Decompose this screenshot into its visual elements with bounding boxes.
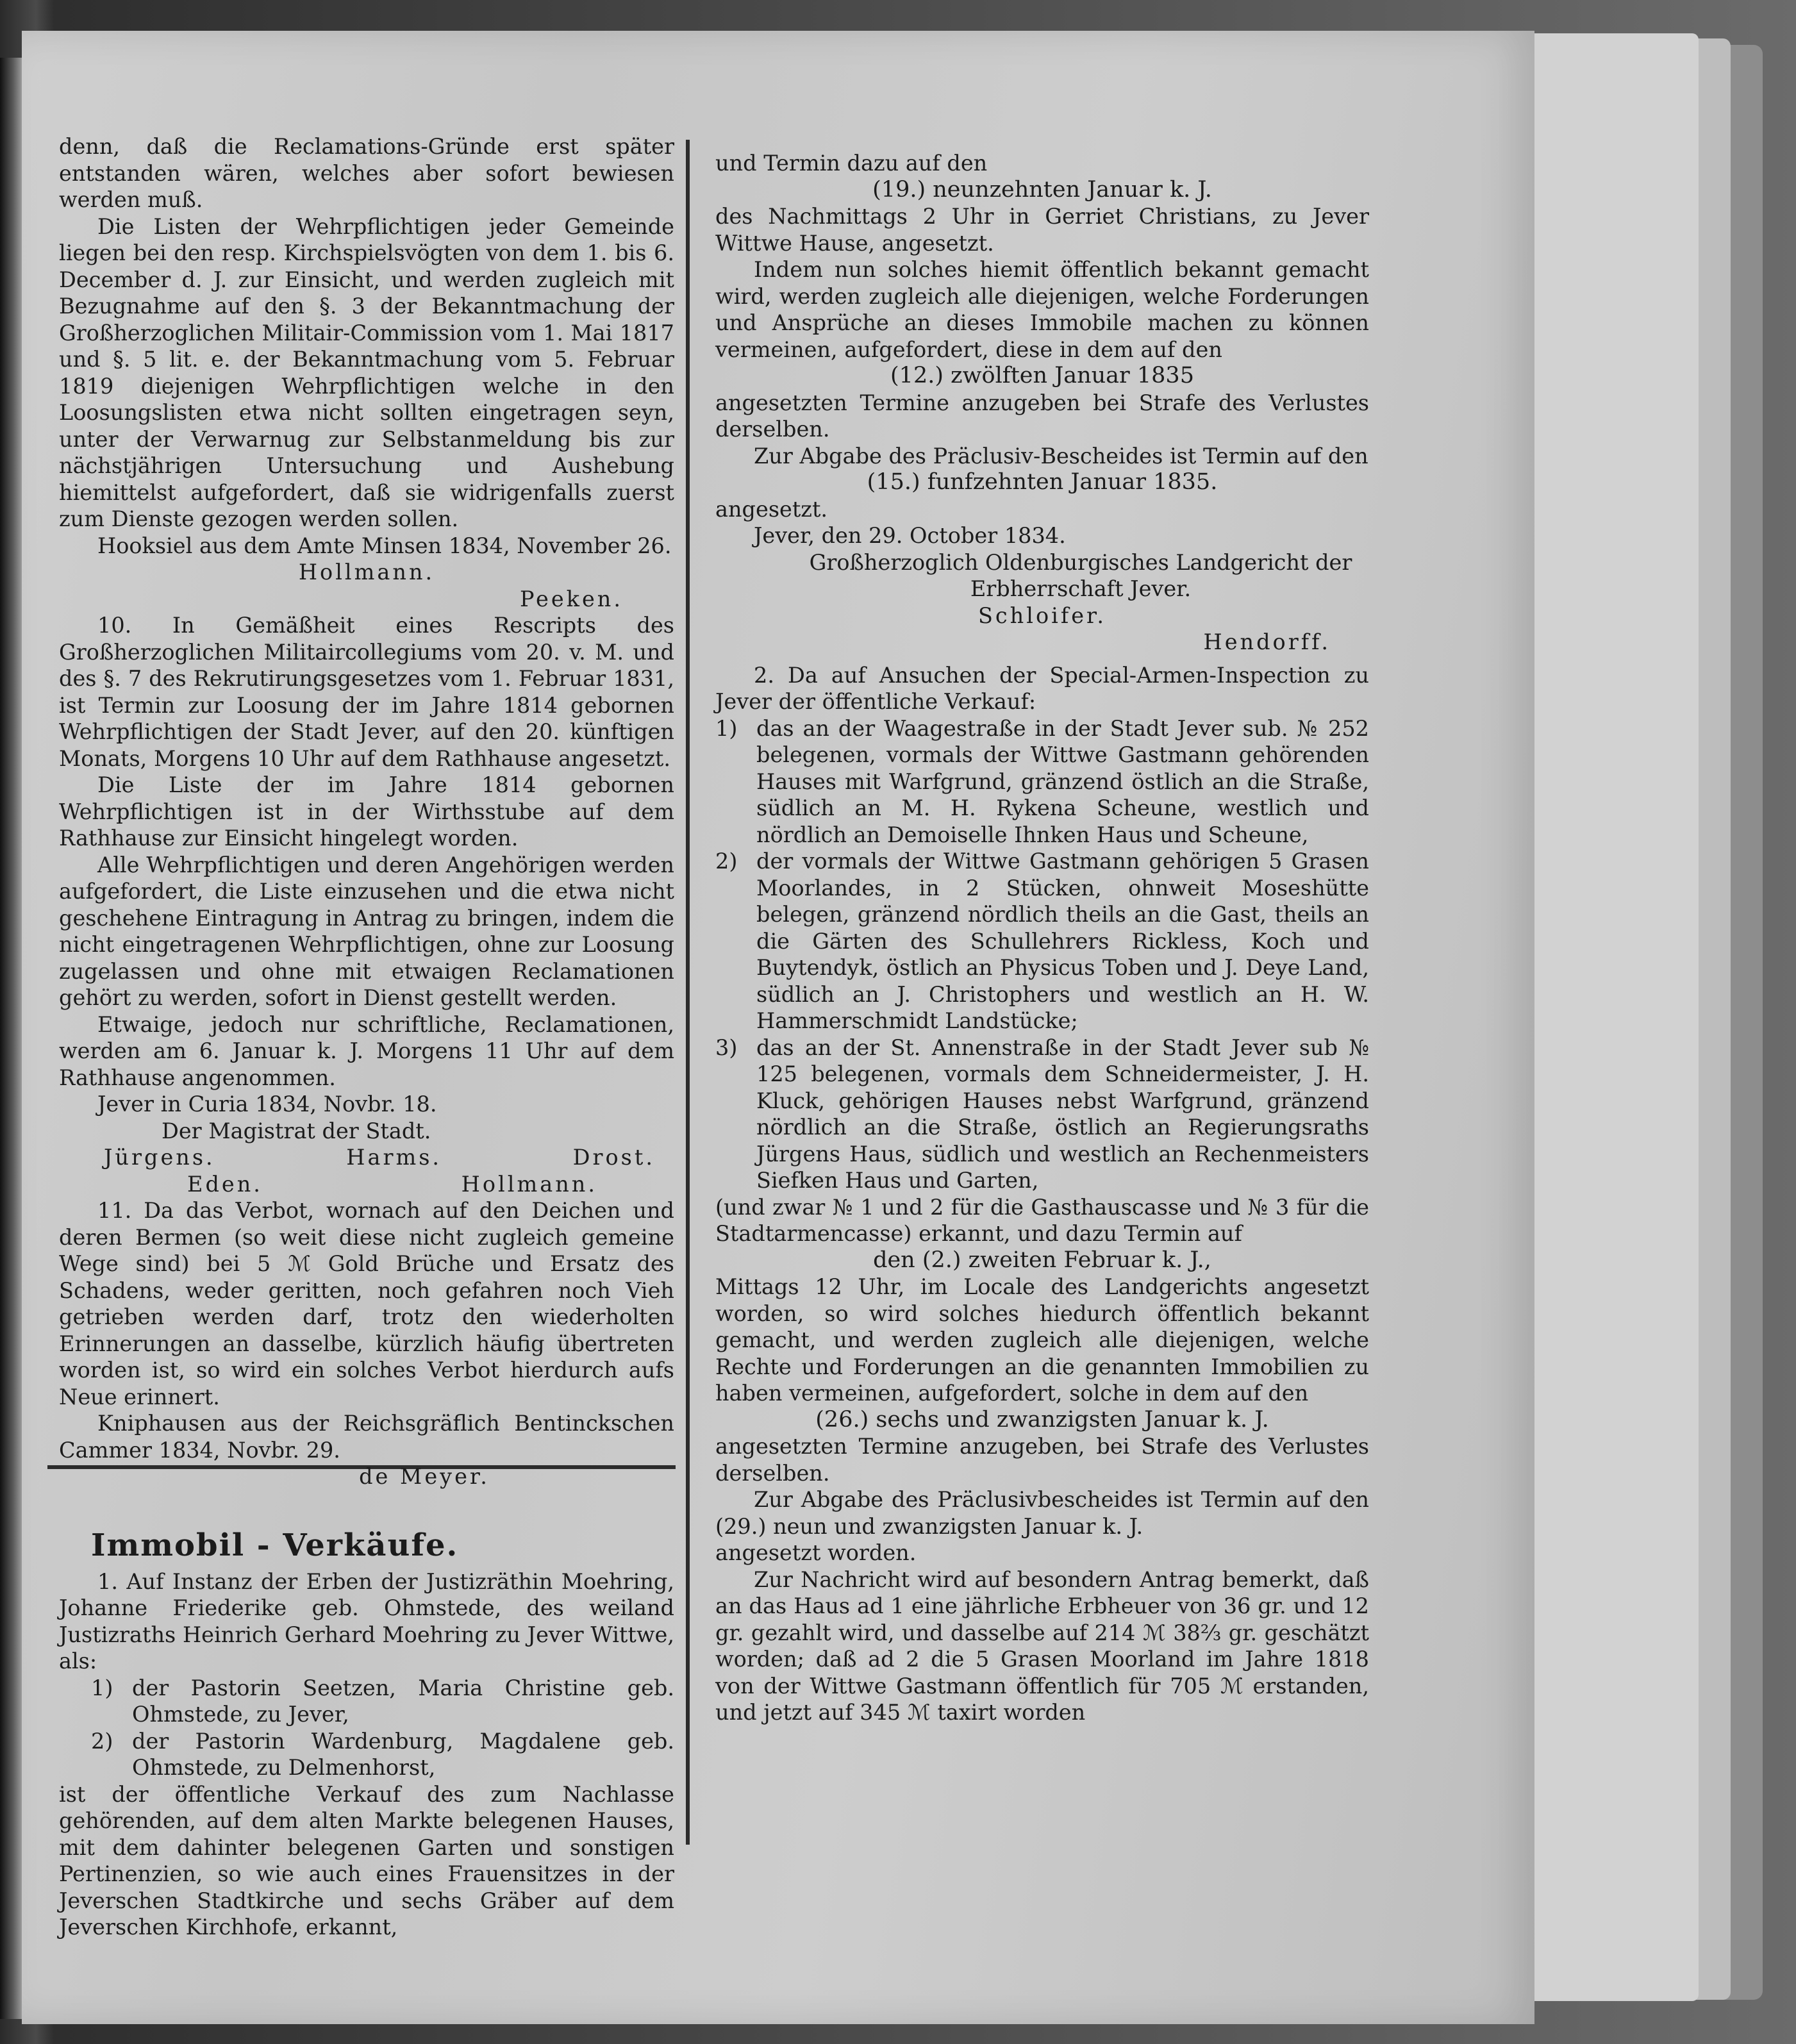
paragraph: Die Listen der Wehrpflichtigen jeder Gemeinde liegen bei den resp. Kirchspielsvögten von dem 1. bis 6. December d. J. zur Einsicht, und werden zugleich mit Bezugnahme auf den §. 3 der Bekanntmachung der Großherzoglichen Militair-Commission vom 1. Mai 1817 und §. 5 lit. e. der Bekanntmachung vom 5. Februar 1819 diejenigen Wehrpflichtigen welche in den Loosungslisten etwa nicht sollten eingetragen seyn, unter der Verwarnug zur Selbstanmeldung bis zur nächstjährigen Untersuchung und Aushebung hiemittelst aufgefordert, daß sie widrigenfalls zuerst zum Dienste gezogen werden sollen. xyxy=(59,213,674,531)
signature: Schloifer. xyxy=(977,602,1107,628)
signature: Hendorff. xyxy=(1203,629,1331,654)
signature: Jürgens. xyxy=(104,1145,215,1170)
paragraph: des Nachmittags 2 Uhr in Gerriet Christians, zu Jever Wittwe Hause, angesetzt. xyxy=(715,204,1369,256)
dateline: Hooksiel aus dem Amte Minsen 1834, November 26. xyxy=(97,533,672,558)
list-text: das an der Waagestraße in der Stadt Jever sub. № 252 belegenen, vormals der Wittwe Gastmann gehörenden Hauses mit Warfgrund, gränzend östlich an die Straße, südlich an M. H. Rykena Scheune, westlich und nördlich an Demoiselle Ihnken Haus und Scheune, xyxy=(756,715,1369,847)
list-text: der Pastorin Wardenburg, Magdalene geb. Ohmstede, zu Delmenhorst, xyxy=(132,1728,674,1780)
sale-notice-1: 1. Auf Instanz der Erben der Justizräthin Moehring, Johanne Friederike geb. Ohmstede, des weiland Justizraths Heinrich Gerhard Moehring zu Jever Wittwe, als: xyxy=(59,1568,674,1674)
column-divider xyxy=(686,140,690,1845)
signature: de Meyer. xyxy=(359,1464,490,1489)
dateline: Kniphausen aus der Reichsgräflich Bentinckschen Cammer 1834, Novbr. 29. xyxy=(59,1411,674,1463)
paragraph: angesetzten Termine anzugeben bei Strafe des Verlustes derselben. xyxy=(715,390,1369,442)
notice-10: 10. In Gemäßheit eines Rescripts des Großherzoglichen Militaircollegiums vom 20. v. M. und des §. 7 des Rekrutirungsgesetzes vom 1. Februar 1831, ist Termin zur Loosung der im Jahre 1814 gebornen Wehrpflichtigen der Stadt Jever, auf den 20. künftigen Monats, Morgens 10 Uhr auf dem Rathhause angesetzt. xyxy=(59,613,674,771)
paragraph: und Termin dazu auf den xyxy=(715,151,988,176)
date-line: (26.) sechs und zwanzigsten Januar k. J. xyxy=(815,1406,1269,1433)
paragraph: angesetzt worden. xyxy=(715,1540,917,1565)
notice-11: 11. Da das Verbot, wornach auf den Deichen und deren Bermen (so weit diese nicht zugleich gemeine Wege sind) bei 5 ℳ Gold Brüche und Ersatz des Schadens, weder geritten, noch gefahren noch Vieh getrieben werden darf, trotz den wiederholten Erinnerungen an dasselbe, kürzlich häufig übertreten worden ist, so wird ein solches Verbot hierdurch aufs Neue erinnert. xyxy=(59,1198,674,1409)
date-line: (19.) neunzehnten Januar k. J. xyxy=(872,176,1212,203)
signature: Hollmann. xyxy=(461,1171,597,1197)
date-line: (12.) zwölften Januar 1835 xyxy=(890,363,1194,388)
paragraph: Zur Abgabe des Präclusivbescheides ist Termin auf den (29.) neun und zwanzigsten Januar k. J. xyxy=(715,1487,1369,1539)
paragraph: denn, daß die Reclamations-Gründe erst später entstanden wären, welches aber sofort bewiesen werden muß. xyxy=(59,134,674,212)
date-line: (15.) funfzehnten Januar 1835. xyxy=(867,469,1218,495)
authority: Der Magistrat der Stadt. xyxy=(162,1118,431,1143)
list-item xyxy=(715,848,1369,1034)
signature-row xyxy=(59,1171,674,1198)
paragraph: Zur Nachricht wird auf besondern Antrag bemerkt, daß an das Haus ad 1 eine jährliche Erbheuer von 36 gr. und 12 gr. gezahlt wird, und dasselbe auf 214 ℳ 38⅔ gr. geschätzt worden; daß ad 2 die 5 Grasen Moorland im Jahre 1818 von der Wittwe Gastmann öffentlich für 705 ℳ erstanden, und jetzt auf 345 ℳ taxirt worden xyxy=(715,1566,1369,1725)
list-number: 1) xyxy=(91,1675,113,1700)
newspaper-page xyxy=(22,31,1534,2024)
signature: Drost. xyxy=(572,1145,655,1170)
paragraph: angesetzt. xyxy=(715,496,828,522)
spacer xyxy=(59,1490,674,1516)
left-column xyxy=(59,133,674,1941)
spacer xyxy=(715,656,1369,662)
authority: Großherzoglich Oldenburgisches Landgericht der Erbherrschaft Jever. xyxy=(809,549,1352,601)
paragraph: ist der öffentliche Verkauf des zum Nachlasse gehörenden, auf dem alten Markte belegenen Hauses, mit dem dahinter belegenen Garten und sonstigen Pertinenzien, so wie auch eines Frauensitzes in der Jeverschen Stadtkirche und sechs Gräber auf dem Jeverschen Kirchhofe, erkannt, xyxy=(59,1781,674,1940)
list-item xyxy=(715,1034,1369,1194)
right-column xyxy=(715,150,1369,1726)
paragraph: Mittags 12 Uhr, im Locale des Landgerichts angesetzt worden, so wird solches hiedurch öffentlich bekannt gemacht, und werden zugleich alle diejenigen, welche Rechte und Forderungen an die genannten Immobilien zu haben vermeinen, aufgefordert, solche in dem auf den xyxy=(715,1274,1369,1406)
section-heading: Immobil - Verkäufe. xyxy=(91,1527,459,1563)
signature: Peeken. xyxy=(519,586,623,611)
list-number: 3) xyxy=(715,1034,738,1060)
list-text: der Pastorin Seetzen, Maria Christine geb. Ohmstede, zu Jever, xyxy=(132,1675,674,1727)
list-number: 2) xyxy=(715,849,738,874)
paragraph: Die Liste der im Jahre 1814 gebornen Wehrpflichtigen ist in der Wirthsstube auf dem Rathhause zur Einsicht hingelegt worden. xyxy=(59,772,674,851)
list-text: das an der St. Annenstraße in der Stadt Jever sub № 125 belegenen, vormals dem Schneidermeister, J. H. Kluck, gehörigen Hauses nebst Warfgrund, gränzend nördlich an die Straße, östlich an Regierungsraths Jürgens Haus, südlich und westlich an Rechenmeisters Siefken Haus und Garten, xyxy=(756,1034,1369,1193)
paragraph: angesetzten Termine anzugeben, bei Strafe des Verlustes derselben. xyxy=(715,1434,1369,1486)
list-text: der vormals der Wittwe Gastmann gehörigen 5 Grasen Moorlandes, in 2 Stücken, ohnweit Moseshütte belegen, gränzend nördlich theils an die Gast, theils an die Gärten des Schullehrers Rickless, Koch und Buytendyk, östlich an Physicus Toben und J. Deye Land, südlich an J. Christophers und westlich an H. W. Hammerschmidt Landstücke; xyxy=(756,849,1369,1033)
paragraph: Alle Wehrpflichtigen und deren Angehörigen werden aufgefordert, die Liste einzusehen und die etwa nicht geschehene Eintragung in Antrag zu bringen, indem die nicht eingetragenen Wehrpflichtigen, ohne zur Loosung zugelassen und ohne mit etwaigen Reclamationen gehört zu werden, sofort in Dienst gestellt werden. xyxy=(59,852,674,1010)
sale-notice-2: 2. Da auf Ansuchen der Special-Armen-Inspection zu Jever der öffentliche Verkauf: xyxy=(715,662,1369,714)
signature: Harms. xyxy=(346,1145,442,1170)
page-stack xyxy=(1506,33,1699,2001)
signature: Eden. xyxy=(187,1171,263,1197)
list-number: 2) xyxy=(91,1728,113,1754)
left-page-edge xyxy=(0,58,22,2019)
paragraph: Etwaige, jedoch nur schriftliche, Reclamationen, werden am 6. Januar k. J. Morgens 11 Uhr auf dem Rathhause angenommen. xyxy=(59,1011,674,1090)
dateline: Jever in Curia 1834, Novbr. 18. xyxy=(97,1092,437,1117)
list-number: 1) xyxy=(715,715,738,741)
dateline: Jever, den 29. October 1834. xyxy=(754,523,1066,548)
signature-row xyxy=(59,1144,674,1171)
list-item xyxy=(715,715,1369,849)
paragraph: (und zwar № 1 und 2 für die Gasthauscasse und № 3 für die Stadtarmencasse) erkannt, und dazu Termin auf xyxy=(715,1194,1369,1246)
paragraph: Zur Abgabe des Präclusiv-Bescheides ist Termin auf den xyxy=(754,443,1368,469)
paragraph: Indem nun solches hiemit öffentlich bekannt gemacht wird, werden zugleich alle diejenigen, welche Forderungen und Ansprüche an dieses Immobile machen zu können vermeinen, aufgefordert, diese in dem auf den xyxy=(715,257,1369,362)
signature: Hollmann. xyxy=(298,560,435,585)
date-line: den (2.) zweiten Februar k. J., xyxy=(873,1247,1211,1273)
list-item xyxy=(59,1728,674,1781)
list-item xyxy=(59,1675,674,1728)
